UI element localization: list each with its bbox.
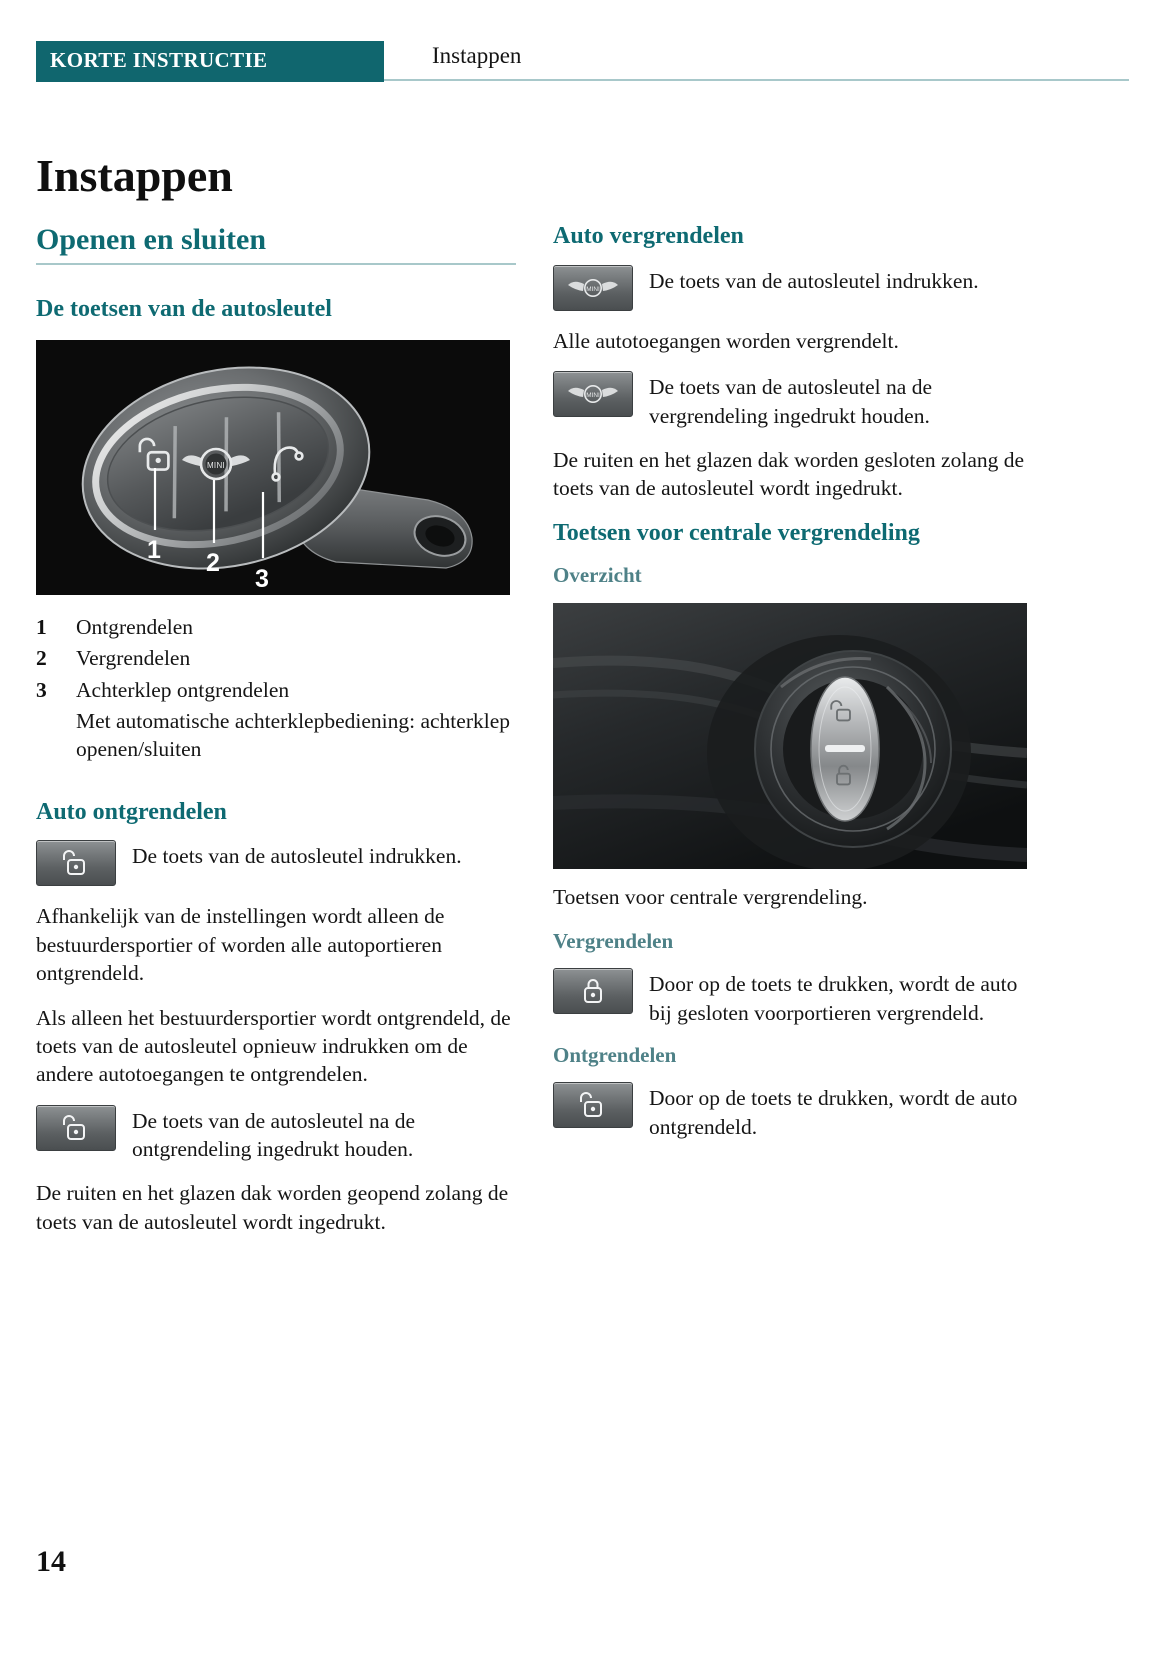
right-column [553,222,1033,1157]
legend-item [36,644,516,673]
chapter-tab [36,41,384,79]
running-header-title: Instappen [432,43,522,68]
instruction-text: De toets van de autosleutel indrukken. [649,268,979,293]
figure-caption: Toetsen voor centrale vergrendeling. [553,884,868,909]
paragraph-unlock-driver-door: Als alleen het bestuurdersportier wordt ontgrendeld, de toets van de autosleutel opnieuw indrukken om de andere autotoegangen te ontgrendelen. [36,1005,511,1087]
key-callout-3: 3 [255,565,269,594]
door-lock-switch-illustration [553,603,1027,869]
page-title: Instappen [36,149,233,201]
central-lock-switch-figure [553,603,1027,911]
section-heading-openen-en-sluiten: Openen en sluiten [36,223,267,256]
unlock-hold-icon-button[interactable] [36,1105,116,1151]
svg-text:MINI: MINI [206,461,226,471]
central-lock-switch-image [553,603,1027,869]
svg-text:MINI: MINI [586,392,600,400]
mini-logo-hold-icon-button[interactable] [553,371,633,417]
subsubsection-heading-ontgrendelen: Ontgrendelen [553,1042,677,1067]
key-fob-image [36,340,510,595]
mini-logo-icon [566,383,620,405]
subsubsection-heading-overzicht: Overzicht [553,563,642,588]
paragraph-windows-open: De ruiten en het glazen dak worden geopend zolang de toets van de autosleutel wordt ingedrukt. [36,1181,509,1234]
rocker-divider [825,745,865,752]
instruction-row-unlock-hold [36,1105,516,1164]
paragraph-all-access-locked: Alle autotoegangen worden vergrendelt. [553,328,899,353]
instruction-row-lock-press [553,265,1033,311]
svg-text:MINI: MINI [586,285,600,293]
subsubsection-heading-vergrendelen: Vergrendelen [553,929,674,954]
subsection-heading-auto-vergrendelen: Auto vergrendelen [553,223,744,249]
legend-sublabel: Met automatische achterklepbediening: achterklep openen/sluiten [76,708,510,762]
mini-logo-icon-button[interactable] [553,265,633,311]
instruction-text: Door op de toets te drukken, wordt de auto ontgrendeld. [649,1086,1018,1139]
page-number: 14 [36,1545,66,1578]
legend-label: Ontgrendelen [76,615,194,640]
lock-closed-icon [580,977,606,1005]
legend-item [36,613,516,642]
running-header [36,41,1129,83]
instruction-text: De toets van de autosleutel indrukken. [132,844,462,869]
unlock-icon [63,1114,89,1142]
key-fob-illustration [36,340,510,595]
key-callout-1: 1 [147,536,161,565]
unlock-icon [580,1091,606,1119]
legend-number: 3 [36,677,47,702]
key-callout-2: 2 [206,549,220,578]
paragraph-windows-close: De ruiten en het glazen dak worden gesloten zolang de toets van de autosleutel wordt ingedrukt. [553,447,1025,501]
header-rule-accent [36,79,384,82]
instruction-row-central-lock [553,968,1033,1027]
key-legend-list [36,613,516,763]
section-heading-rule [36,263,516,265]
lock-closed-icon-button[interactable] [553,968,633,1014]
subsection-heading-toetsen-centrale-vergrendeling: Toetsen voor centrale vergrendeling [553,519,920,546]
instruction-text: De toets van de autosleutel na de ontgrendeling ingedrukt houden. [132,1108,415,1162]
legend-item [36,676,516,705]
legend-number: 1 [36,615,47,640]
subsection-heading-toetsen-autosleutel: De toetsen van de autosleutel [36,296,332,323]
unlock-icon [63,849,89,877]
paragraph-unlock-settings: Afhankelijk van de instellingen wordt alleen de bestuurdersportier of worden alle autoportieren ontgrendeld. [36,904,445,986]
instruction-row-lock-hold [553,371,1033,430]
instruction-text: Door op de toets te drukken, wordt de auto bij gesloten voorportieren vergrendeld. [649,972,1018,1025]
unlock-icon-button[interactable] [36,840,116,886]
subsection-heading-auto-ontgrendelen: Auto ontgrendelen [36,798,227,825]
mini-logo-icon [566,277,620,299]
key-fob-figure [36,340,510,595]
chapter-tab-label: KORTE INSTRUCTIE [50,47,268,72]
legend-label: Achterklep ontgrendelen [76,677,290,702]
legend-label: Vergrendelen [76,646,191,671]
legend-number: 2 [36,646,47,671]
instruction-row-central-unlock [553,1082,1033,1141]
instruction-text: De toets van de autosleutel na de vergrendeling ingedrukt houden. [649,375,932,428]
instruction-row-unlock-press [36,840,516,886]
left-column [36,222,516,1236]
unlock-central-icon-button[interactable] [553,1082,633,1128]
